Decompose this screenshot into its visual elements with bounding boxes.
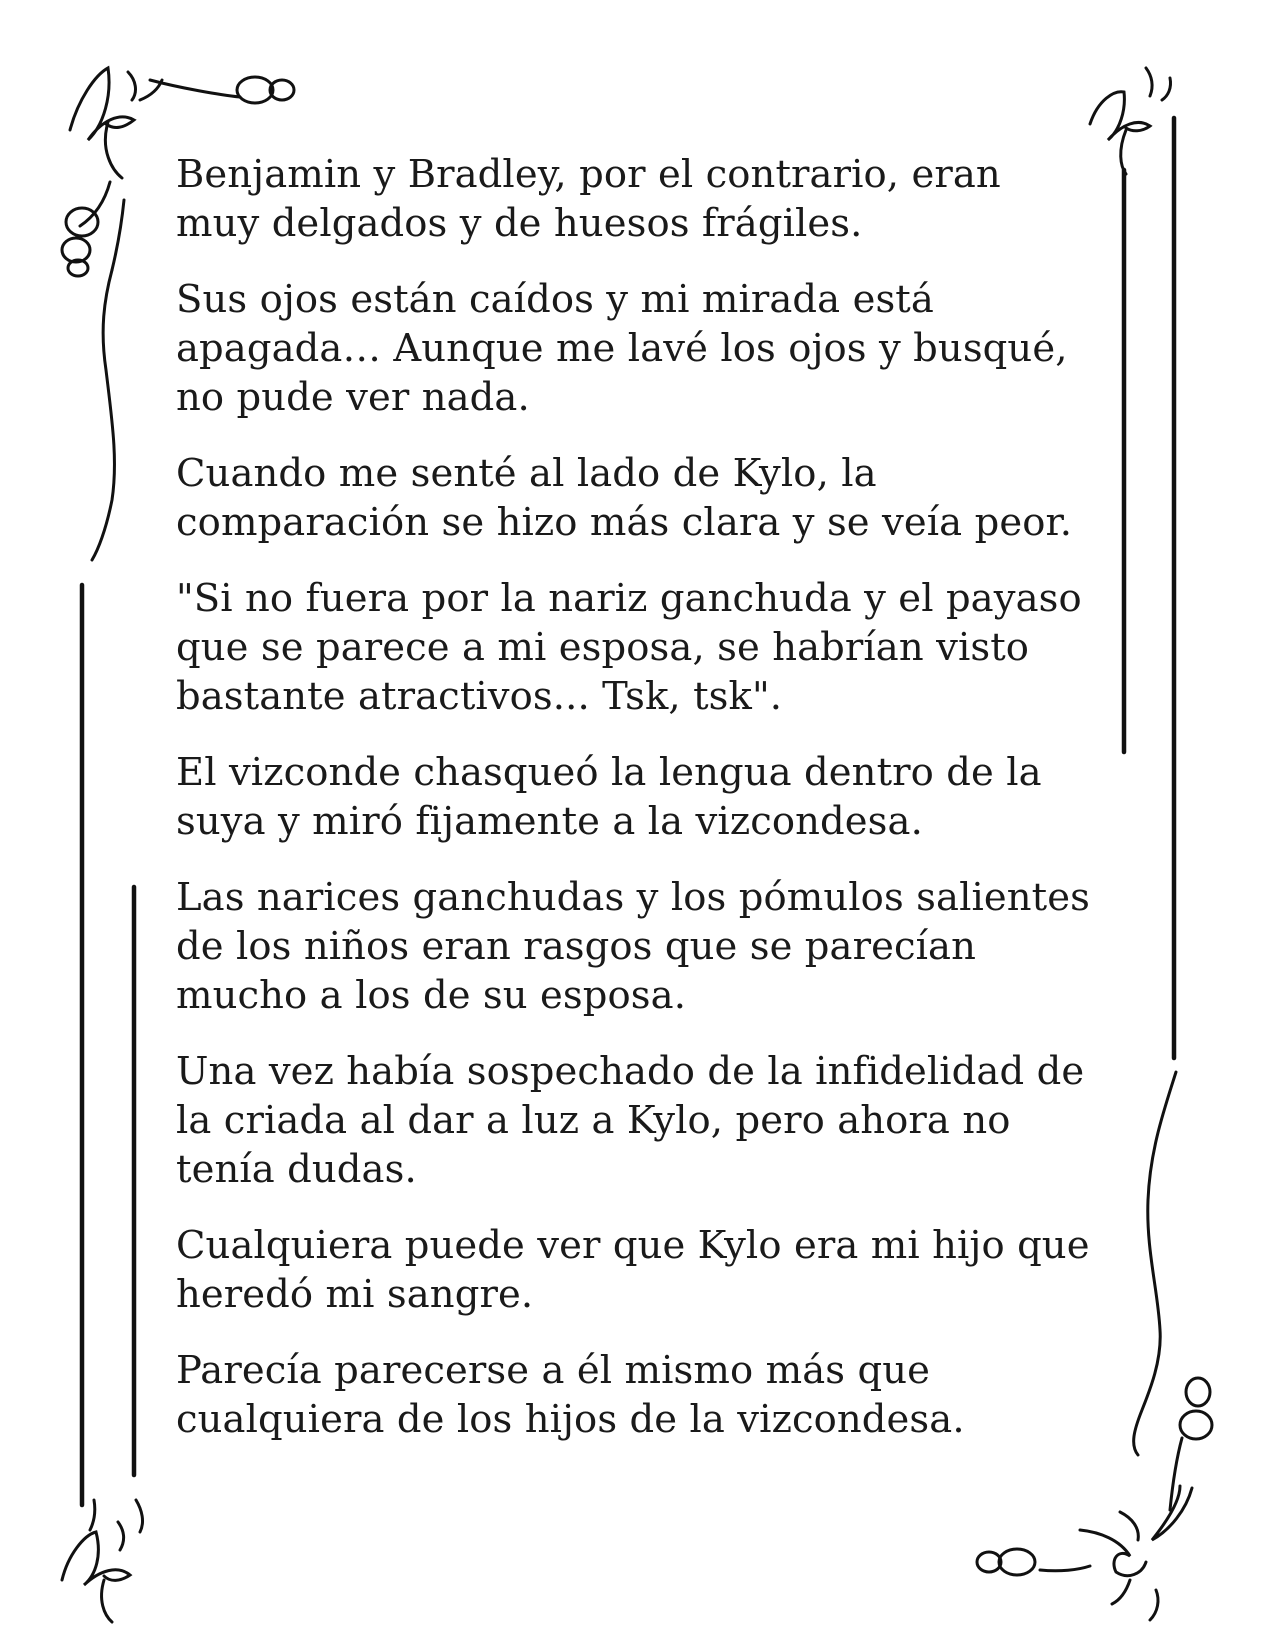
corner-flourish-bottom-left: [62, 1500, 143, 1622]
left-flowing-stroke: [92, 270, 114, 560]
paragraph-3: Cuando me senté al lado de Kylo, la comparación se hizo más clara y se veía peor.: [176, 451, 1073, 545]
paragraph-9: Parecía parecerse a él mismo más que cualquiera de los hijos de la vizcondesa.: [176, 1348, 965, 1442]
paragraph-6: Las narices ganchudas y los pómulos salientes de los niños eran rasgos que se parecían mucho a los de su esposa.: [176, 875, 1090, 1018]
paragraph-4: "Si no fuera por la nariz ganchuda y el payaso que se parece a mi esposa, se habrían visto bastante atractivos... Tsk, tsk".: [176, 576, 1082, 719]
paragraph-8: Cualquiera puede ver que Kylo era mi hijo que heredó mi sangre.: [176, 1223, 1090, 1317]
right-flowing-stroke: [1134, 1072, 1176, 1455]
story-text: [176, 150, 1096, 1471]
paragraph-7: Una vez había sospechado de la infidelidad de la criada al dar a luz a Kylo, pero ahora no tenía dudas.: [176, 1049, 1085, 1192]
paragraph-5: El vizconde chasqueó la lengua dentro de la suya y miró fijamente a la vizcondesa.: [176, 750, 1042, 844]
corner-flourish-top-right: [1090, 68, 1171, 174]
paragraph-1: Benjamin y Bradley, por el contrario, eran muy delgados y de huesos frágiles.: [176, 152, 1001, 246]
paragraph-2: Sus ojos están caídos y mi mirada está apagada… Aunque me lavé los ojos y busqué, no pude ver nada.: [176, 277, 1068, 420]
